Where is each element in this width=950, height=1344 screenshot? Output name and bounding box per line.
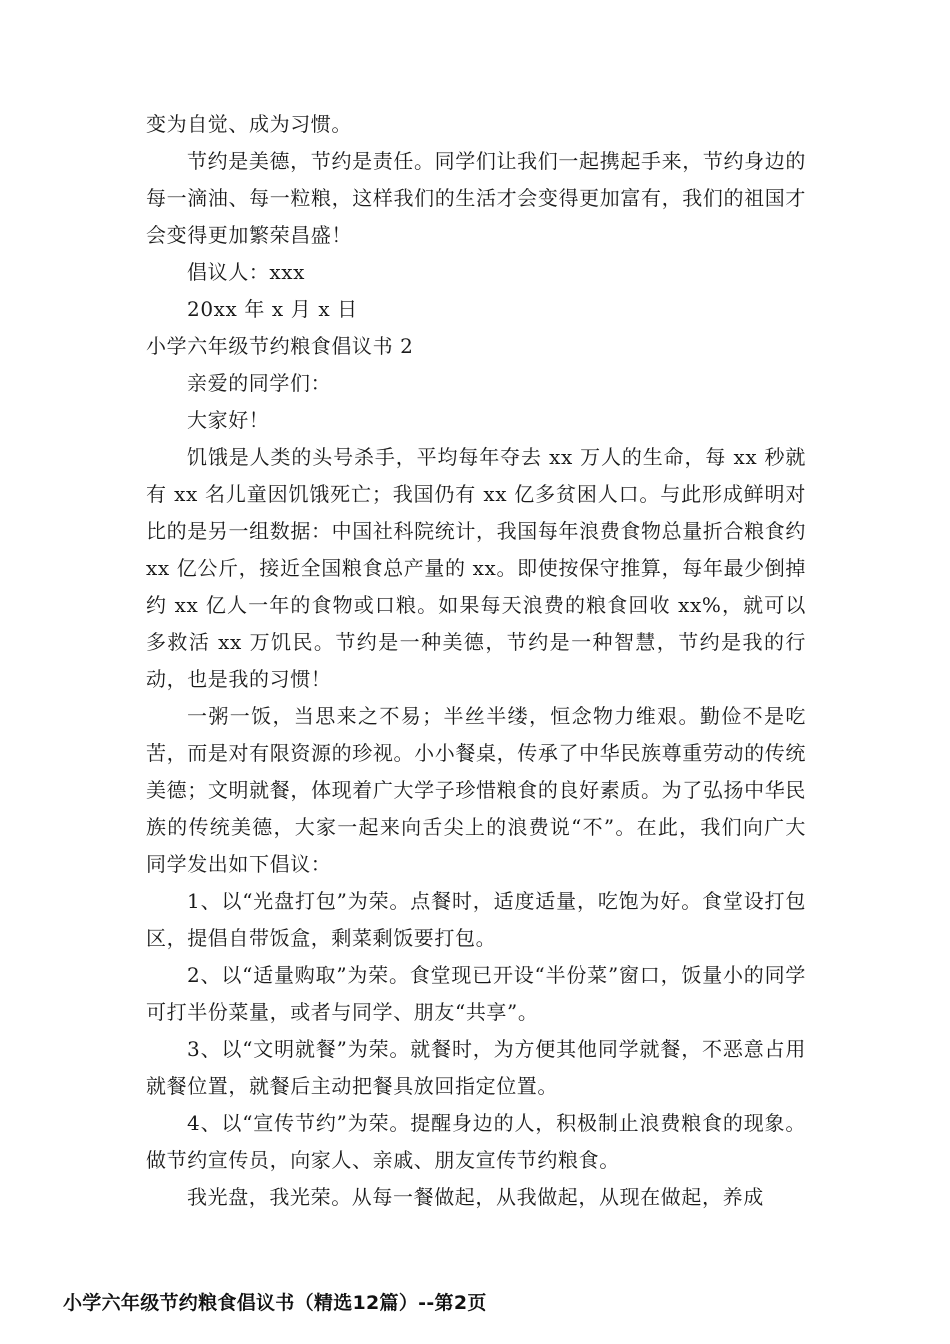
paragraph-final: 我光盘，我光荣。从每一餐做起，从我做起，从现在做起，养成: [187, 1185, 764, 1209]
paragraph-continuation: 变为自觉、成为习惯。: [146, 112, 352, 136]
signature-initiator: 倡议人：xxx: [187, 260, 306, 284]
proposal-item-3: 3、以“文明就餐”为荣。就餐时，为方便其他同学就餐，不恶意占用就餐位置，就餐后主动把餐具放回指定位置。: [146, 1037, 806, 1098]
paragraph-hunger: 饥饿是人类的头号杀手，平均每年夺去 xx 万人的生命，每 xx 秒就有 xx 名儿童因饥饿死亡；我国仍有 xx 亿多贫困人口。与此形成鲜明对比的是另一组数据：中国社科院统计，我国每年浪费食物总量折合粮食约 xx 亿公斤，接近全国粮食总产量的 xx。即使按保守推算，每年最少倒掉约 xx 亿人一年的食物或口粮。如果每天浪费的粮食回收 xx%，就可以多救活 xx 万饥民。节约是一种美德，节约是一种智慧，节约是我的行动，也是我的习惯！: [146, 445, 806, 691]
proposal-item-1: 1、以“光盘打包”为荣。点餐时，适度适量，吃饱为好。食堂设打包区，提倡自带饭盒，剩菜剩饭要打包。: [146, 889, 806, 950]
greeting: 大家好！: [187, 408, 270, 432]
section-title: 小学六年级节约粮食倡议书 2: [146, 334, 414, 358]
document-body: [146, 106, 806, 1216]
paragraph-tradition: 一粥一饭，当思来之不易；半丝半缕，恒念物力维艰。勤俭不是吃苦，而是对有限资源的珍视。小小餐桌，传承了中华民族尊重劳动的传统美德；文明就餐，体现着广大学子珍惜粮食的良好素质。为了弘扬中华民族的传统美德，大家一起来向舌尖上的浪费说“不”。在此，我们向广大同学发出如下倡议：: [146, 704, 806, 876]
proposal-item-4: 4、以“宣传节约”为荣。提醒身边的人，积极制止浪费粮食的现象。做节约宣传员，向家人、亲戚、朋友宣传节约粮食。: [146, 1111, 806, 1172]
signature-date: 20xx 年 x 月 x 日: [187, 297, 358, 321]
paragraph-closing: 节约是美德，节约是责任。同学们让我们一起携起手来，节约身边的每一滴油、每一粒粮，这样我们的生活才会变得更加富有，我们的祖国才会变得更加繁荣昌盛！: [146, 149, 806, 247]
salutation: 亲爱的同学们：: [187, 371, 332, 395]
page-footer: 小学六年级节约粮食倡议书（精选12篇）--第2页: [63, 1292, 487, 1314]
proposal-item-2: 2、以“适量购取”为荣。食堂现已开设“半份菜”窗口，饭量小的同学可打半份菜量，或者与同学、朋友“共享”。: [146, 963, 806, 1024]
